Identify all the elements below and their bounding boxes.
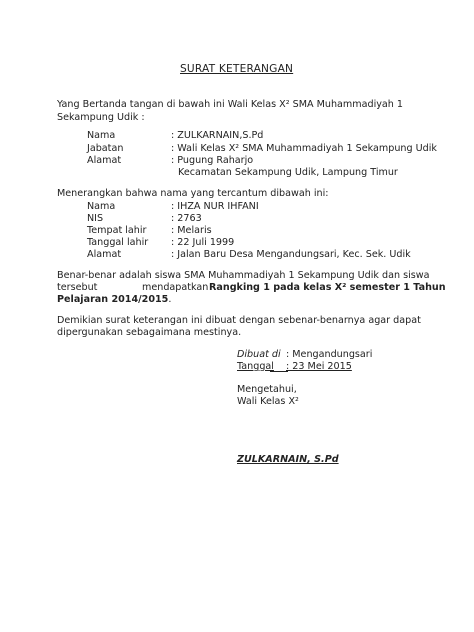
body-line-1: Benar-benar adalah siswa SMA Muhammadiyah 1 Sekampung Udik dan siswa <box>57 270 430 281</box>
ranking-text: Rangking 1 pada kelas X² semester 1 Tahun <box>209 282 446 293</box>
signer-position-value: : Wali Kelas X² SMA Muhammadiyah 1 Sekampung Udik <box>171 143 437 154</box>
academic-year-text: Pelajaran 2014/2015 <box>57 294 169 305</box>
signer-name-label: Nama <box>87 130 116 141</box>
body-line-3-end: . <box>168 294 172 305</box>
signature-name: ZULKARNAIN, S.Pd <box>237 454 339 465</box>
signer-address-value-1: : Pugung Raharjo <box>171 155 254 166</box>
date-label: Tanggal <box>237 361 274 372</box>
body-line-2-prefix: tersebut <box>57 282 98 293</box>
signer-position-label: Jabatan <box>87 143 124 154</box>
place-label: Dibuat di <box>237 349 281 360</box>
intro-line-2: Sekampung Udik : <box>57 112 145 123</box>
student-name-label: Nama <box>87 201 116 212</box>
acknowledge-line-2: Wali Kelas X² <box>237 396 299 407</box>
student-address-value: : Jalan Baru Desa Mengandungsari, Kec. Sek. Udik <box>171 249 411 260</box>
body-line-2-middle: mendapatkan <box>142 282 209 293</box>
acknowledge-line-1: Mengetahui, <box>237 384 297 395</box>
date-value: : 23 Mei 2015 <box>286 361 352 372</box>
intro-line-1: Yang Bertanda tangan di bawah ini Wali Kelas X² SMA Muhammadiyah 1 <box>57 99 404 110</box>
closing-line-1: Demikian surat keterangan ini dibuat dengan sebenar-benarnya agar dapat <box>57 315 421 326</box>
student-birthplace-label: Tempat lahir <box>87 225 147 236</box>
student-birthdate-label: Tanggal lahir <box>87 237 149 248</box>
place-value: : Mengandungsari <box>286 349 373 360</box>
closing-line-2: dipergunakan sebagaimana mestinya. <box>57 327 242 338</box>
student-address-label: Alamat <box>87 249 122 260</box>
document-title: SURAT KETERANGAN <box>180 63 294 75</box>
student-nis-value: : 2763 <box>171 213 202 224</box>
date-underline-gap <box>270 371 288 372</box>
student-name-value: : IHZA NUR IHFANI <box>171 201 259 212</box>
statement-text: Menerangkan bahwa nama yang tercantum dibawah ini: <box>57 188 329 199</box>
student-nis-label: NIS <box>87 213 104 224</box>
signer-address-value-2: Kecamatan Sekampung Udik, Lampung Timur <box>178 167 398 178</box>
student-birthdate-value: : 22 Juli 1999 <box>171 237 235 248</box>
signer-name-value: : ZULKARNAIN,S.Pd <box>171 130 264 141</box>
signer-address-label: Alamat <box>87 155 122 166</box>
student-birthplace-value: : Melaris <box>171 225 212 236</box>
